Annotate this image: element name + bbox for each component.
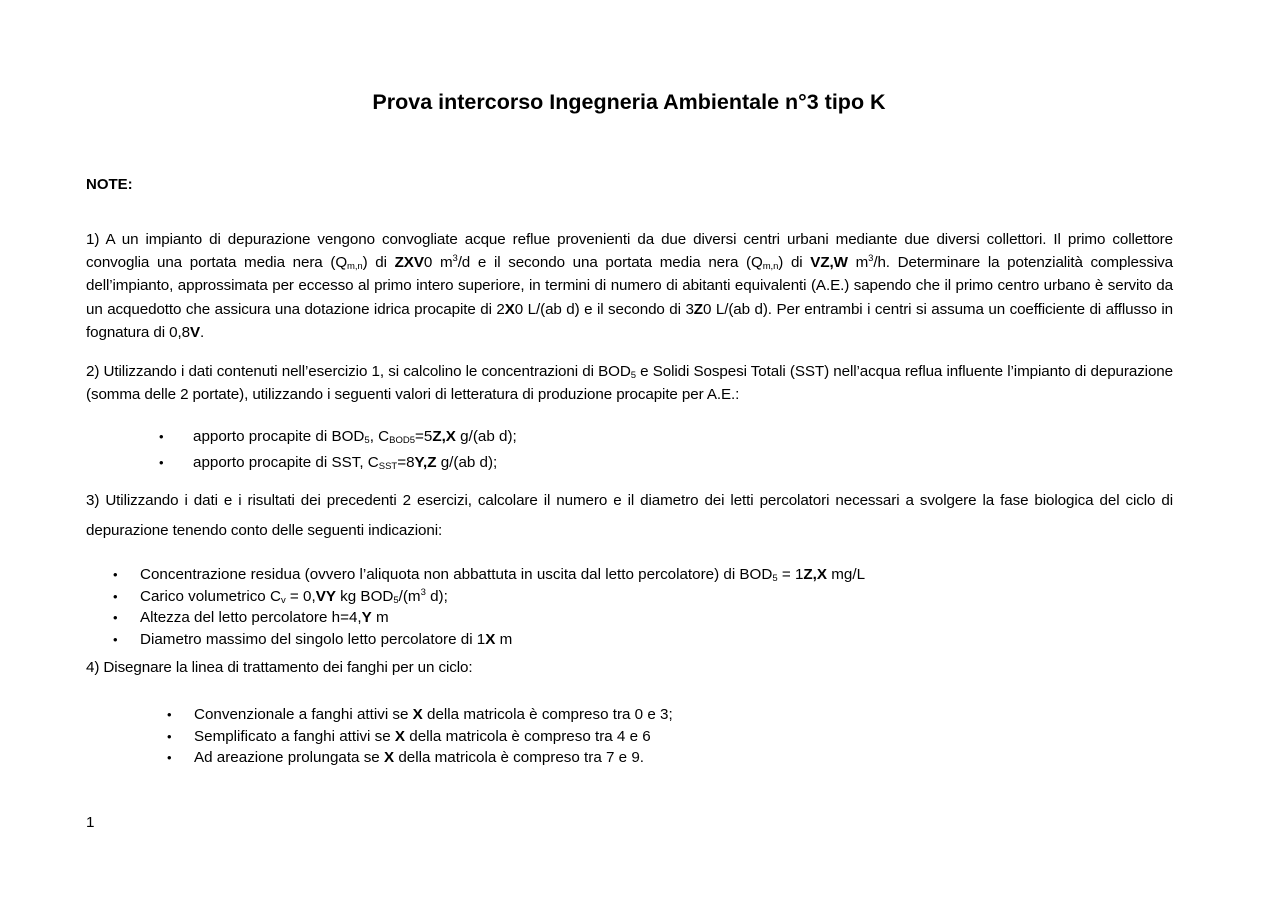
note-heading: NOTE:: [86, 176, 133, 193]
ex1-text: .: [199, 323, 205, 341]
item-text: kg BOD: [335, 587, 394, 605]
item-text: g/(ab d);: [455, 428, 517, 445]
variable-placeholder: X: [412, 706, 423, 723]
list-item: [113, 564, 866, 586]
ex2-text: 2) Utilizzando i dati contenuti nell’esercizio 1, si calcolino le concentrazioni di BOD: [86, 363, 631, 380]
variable-placeholder: VY: [315, 587, 336, 605]
ex1-text: ) di: [362, 254, 395, 272]
item-text: Semplificato a fanghi attivi se: [194, 727, 395, 745]
ex1-text: /h. Determinare la potenzialità complessiva dell’impianto, approssimata per eccesso al primo intero superiore, in termini di numero di abitanti equivalenti (A.E.) sapendo che il primo centro urbano è servito da un acquedotto che assicura una dotazione idrica procapite di 2: [86, 254, 1173, 318]
item-text: d);: [425, 587, 448, 605]
list-item: [113, 586, 865, 608]
variable-placeholder: ZXV: [394, 254, 424, 272]
item-text: Altezza del letto percolatore h=4,: [140, 609, 362, 626]
list-item: [167, 704, 673, 726]
exercise-1: [86, 228, 1173, 344]
page-number: 1: [86, 814, 95, 831]
item-text: =5: [414, 428, 433, 445]
subscript: m,n: [347, 261, 363, 273]
ex1-text: m: [847, 254, 869, 272]
subscript: 5: [393, 594, 399, 606]
bullet-icon: •: [113, 588, 118, 604]
variable-placeholder: X: [485, 630, 496, 648]
bullet-icon: •: [113, 567, 118, 582]
variable-placeholder: X: [394, 727, 406, 745]
item-text: g/(ab d);: [436, 454, 498, 471]
exercise-2: [86, 360, 1173, 406]
variable-placeholder: V: [189, 323, 200, 341]
item-text: /(m: [398, 587, 421, 605]
item-text: della matricola è compreso tra 4 e 6: [405, 727, 651, 745]
ex2-text: e Solidi Sospesi Totali (SST) nell’acqua reflua influente l’impianto di depurazione (somma delle 2 portate), utilizzando i seguenti valori di letteratura di produzione procapite per A.E.:: [86, 363, 1173, 404]
item-text: mg/L: [827, 566, 866, 583]
item-text: = 0,: [285, 587, 316, 605]
item-text: = 1: [777, 566, 804, 583]
item-text: Convenzionale a fanghi attivi se: [194, 706, 413, 723]
variable-placeholder: Z,X: [803, 566, 828, 583]
ex1-text: ) di: [778, 254, 811, 272]
subscript: BOD5: [389, 435, 415, 446]
item-text: apporto procapite di BOD: [193, 428, 365, 445]
variable-placeholder: Y,Z: [414, 454, 437, 471]
bullet-icon: •: [159, 455, 164, 470]
variable-placeholder: Y: [361, 609, 372, 626]
ex1-text: 0 m: [423, 254, 453, 272]
item-text: , C: [369, 428, 390, 445]
exercise-2-list: [159, 424, 517, 476]
superscript: 3: [420, 586, 426, 598]
exercise-4: 4) Disegnare la linea di trattamento dei fanghi per un ciclo:: [86, 659, 473, 676]
list-item: [159, 424, 517, 450]
superscript: 3: [452, 253, 458, 265]
variable-placeholder: VZ,W: [810, 254, 848, 272]
page-title: Prova intercorso Ingegneria Ambientale n°3 tipo K: [372, 90, 886, 114]
item-text: =8: [397, 454, 415, 471]
item-text: Diametro massimo del singolo letto percolatore di 1: [140, 630, 486, 648]
bullet-icon: •: [113, 631, 118, 647]
item-text: della matricola è compreso tra 0 e 3;: [422, 706, 673, 723]
ex1-text: 0 L/(ab d). Per entrambi i centri si assuma un coefficiente di afflusso in fognatura di 0,8: [86, 300, 1174, 341]
item-text: della matricola è compreso tra 7 e 9.: [394, 749, 644, 766]
exercise-3-list: [113, 564, 866, 650]
variable-placeholder: Z,X: [432, 428, 456, 445]
bullet-icon: •: [167, 707, 172, 722]
item-text: Ad areazione prolungata se: [194, 749, 384, 766]
subscript: 5: [772, 573, 778, 584]
bullet-icon: •: [113, 610, 118, 625]
item-text: m: [495, 630, 513, 648]
list-item: [167, 726, 673, 748]
list-item: [113, 629, 865, 651]
list-item: [159, 450, 517, 476]
item-text: Concentrazione residua (ovvero l’aliquota non abbattuta in uscita dal letto percolatore) di BOD: [140, 566, 773, 583]
list-item: [113, 607, 865, 629]
subscript: SST: [378, 461, 398, 472]
subscript: v: [280, 594, 286, 606]
ex1-text: 1) A un impianto di depurazione vengono convogliate acque reflue provenienti da due diversi centri urbani mediante due diversi collettori. Il primo collettore convoglia una portata media nera (Q: [86, 231, 1173, 272]
variable-placeholder: X: [504, 300, 515, 318]
subscript: 5: [364, 435, 370, 446]
list-item: [167, 747, 673, 769]
variable-placeholder: Z: [693, 300, 703, 318]
item-text: m: [371, 609, 389, 626]
subscript: 5: [630, 370, 636, 381]
superscript: 3: [868, 253, 874, 265]
item-text: Carico volumetrico C: [140, 587, 281, 605]
bullet-icon: •: [159, 429, 164, 444]
exercise-3: 3) Utilizzando i dati e i risultati dei precedenti 2 esercizi, calcolare il numero e il diametro dei letti percolatori necessari a svolgere la fase biologica del ciclo di depurazione tenendo conto delle seguenti indicazioni:: [86, 492, 1173, 539]
exercise-4-list: [167, 704, 673, 769]
ex1-text: /d e il secondo una portata media nera (Q: [457, 254, 763, 272]
subscript: m,n: [762, 261, 779, 273]
item-text: apporto procapite di SST, C: [193, 454, 379, 471]
bullet-icon: •: [167, 728, 172, 744]
bullet-icon: •: [167, 750, 172, 765]
variable-placeholder: X: [383, 749, 395, 766]
ex1-text: 0 L/(ab d) e il secondo di 3: [514, 300, 694, 318]
